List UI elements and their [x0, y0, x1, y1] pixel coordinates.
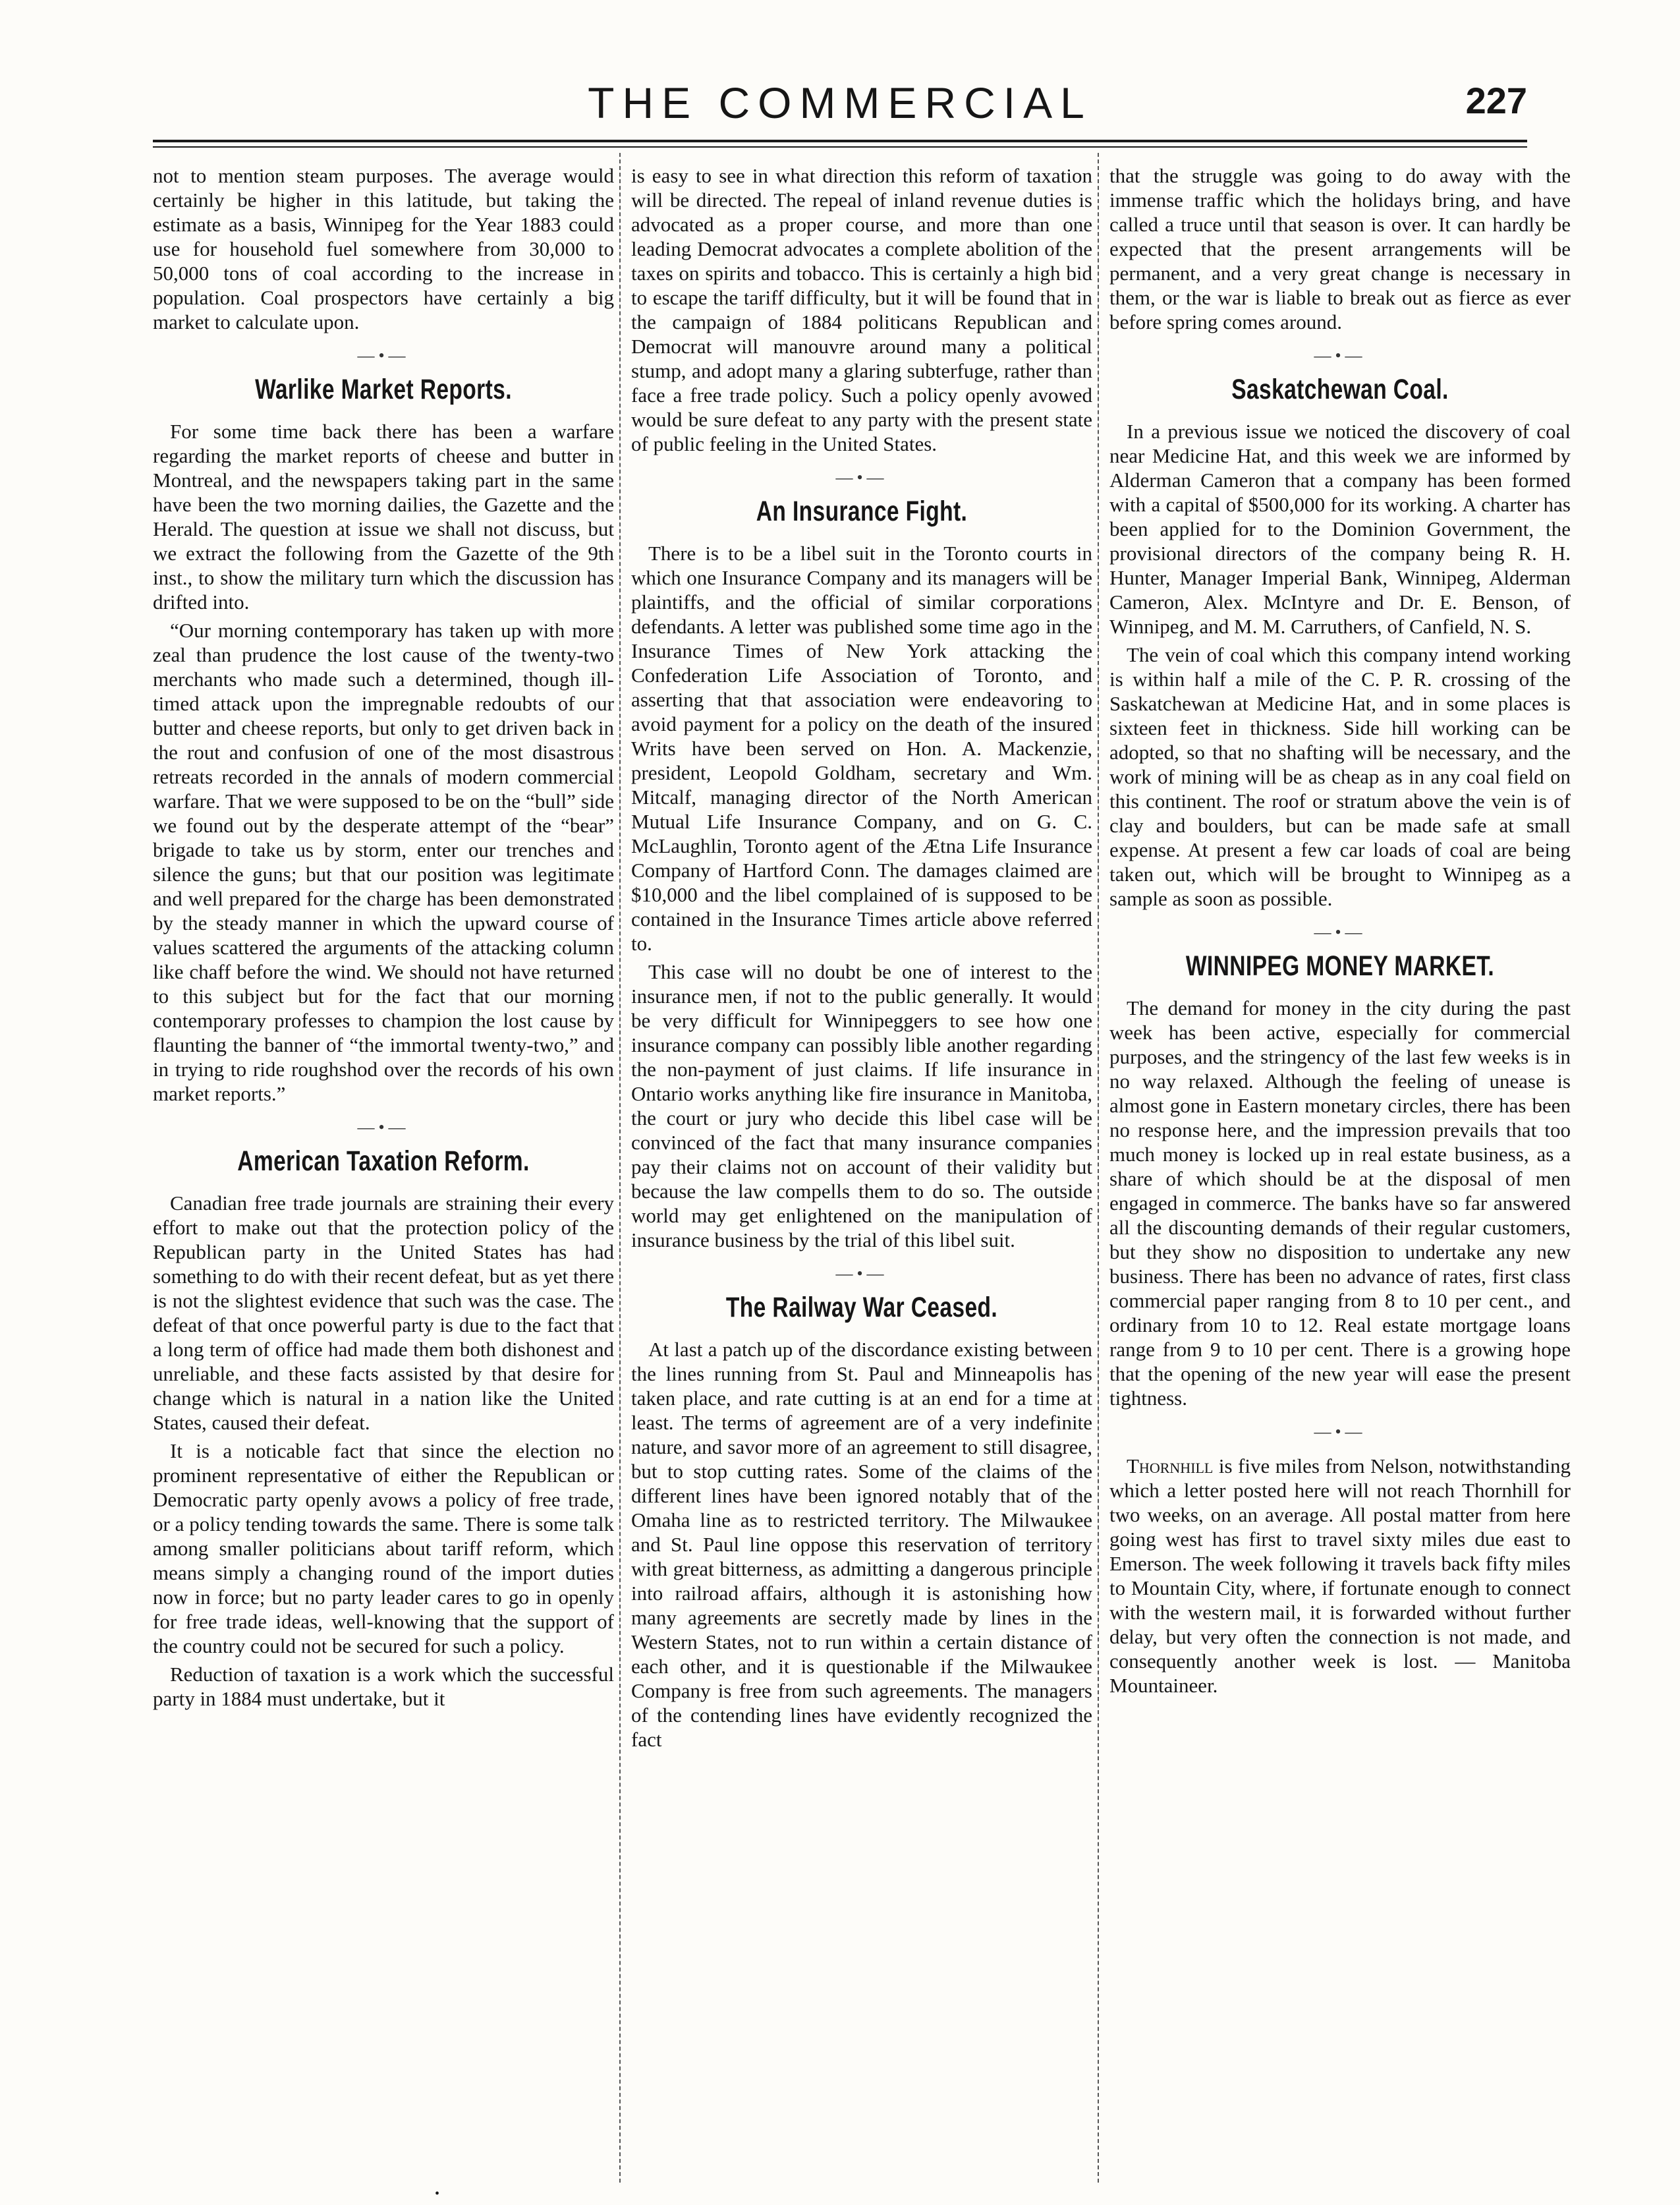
- newspaper-title: THE COMMERCIAL: [588, 78, 1092, 127]
- article-heading-american-taxation-reform: American Taxation Reform.: [237, 1145, 530, 1177]
- article-heading-an-insurance-fight: An Insurance Fight.: [756, 496, 968, 527]
- article-heading-warlike-market-reports: Warlike Market Reports.: [255, 374, 512, 405]
- column-divider: [1098, 153, 1099, 2183]
- article-heading-winnipeg-money-market: WINNIPEG MONEY MARKET.: [1185, 950, 1495, 982]
- section-ornament: —•—: [1314, 1422, 1366, 1441]
- section-ornament: —•—: [357, 1118, 410, 1137]
- thornhill-text: is five miles from Nelson, notwithstanding which a letter posted here will not reach Thornhill for two weeks, on an average. All postal matter from here going west has first to travel sixty miles due east to Emerson. The week following it travels back fifty miles to Mountain City, where, if fortunate enough to connect with the western mail, it is forwarded without further delay, but very often the connection is not made, and consequently another week is lost. — Manitoba Mountaineer.: [1109, 1454, 1571, 1697]
- section-ornament: —•—: [1314, 923, 1366, 942]
- article-paragraph: In a previous issue we noticed the discovery of coal near Medicine Hat, and this week we are informed by Alderman Cameron that a company has been formed with a capital of $500,000 for its working. A charter has been applied for to the Dominion Government, the provisional directors of the company being R. H. Hunter, Manager Imperial Bank, Winnipeg, Alderman Cameron, Alex. McIntyre and Dr. E. Benson, of Winnipeg, and M. M. Carruthers, of Canfield, N. S.: [1109, 420, 1571, 638]
- article-paragraph: There is to be a libel suit in the Toronto courts in which one Insurance Company and its managers will be plaintiffs, and the official of similar corporations defendants. A letter was published some time ago in the Insurance Times of New York attacking the Confederation Life Association of Toronto, and asserting that that association were endeavoring to avoid payment for a policy on the death of the insured Writs have been served on Hon. A. Mackenzie, president, Leopold Goldham, secretary and Wm. Mitcalf, managing director of the North American Mutual Life Insurance Company, and on G. C. McLaughlin, Toronto agent of the Ætna Life Insurance Company of Hartford Conn. The damages claimed are $10,000 and the libel complained of is supposed to be contained in the Insurance Times article above referred to.: [631, 542, 1092, 955]
- article-paragraph: At last a patch up of the discordance existing between the lines running from St. Paul and Minneapolis has taken place, and rate cutting is at an end for a time at least. The terms of agreement are of a very indefinite nature, and savor more of an agreement to still disagree, but to stop cutting rates. Some of the claims of the different lines have been ignored notably that of the Omaha line as to restricted territory. The Milwaukee and St. Paul line oppose this reservation of territory with great bitterness, as admitting a dangerous principle into railroad affairs, although it is astonishing how many agreements are secretly made by lines in the Western States, not to run within a certain distance of each other, and it is questionable if the Milwaukee Company is free from such agreements. The managers of the contending lines have evidently recognized the fact: [631, 1338, 1092, 1751]
- article-quote: “Our morning contemporary has taken up with more zeal than prudence the lost cause of the twenty-two merchants who made such a determined, though ill-timed attack upon the impregnable redoubts of our butter and cheese reports, but only to get driven back in the rout and confusion of one of the most disastrous retreats recorded in the annals of modern commercial warfare. That we were supposed to be on the “bull” side we found out by the desperate attempt of the “bear” brigade to take us by storm, enter our trenches and silence the guns; but that our position was legitimate and well prepared for the charge has been demonstrated by the steady manner in which the upward course of values scattered the arguments of the attacking column like chaff before the wind. We should not have returned to this subject but for the fact that our morning contemporary professes to champion the lost cause by flaunting the banner of “the immortal twenty-two,” and in trying to ride roughshod over the records of his own market reports.”: [153, 619, 614, 1105]
- taxation-continuation: is easy to see in what direction this reform of taxation will be directed. The repeal of inland revenue duties is advocated as a proper course, and more than one leading Democrat advocates a complete abolition of the taxes on spirits and tobacco. This is certainly a high bid to escape the tariff difficulty, but it will be found that in the campaign of 1884 politicans Republican and Democrat will manouvre around many a political stump, and adopt many a glaring subterfuge, rather than face a free trade policy. Such a policy openly avowed would be sure defeat to any party with the present state of public feeling in the United States.: [631, 164, 1092, 455]
- section-ornament: —•—: [835, 1264, 888, 1283]
- article-paragraph: This case will no doubt be one of interest to the insurance men, if not to the public generally. It would be very difficult for Winnipeggers to see how one insurance company can possibly lible another regarding the non-payment of just claims. If life insurance in Ontario works anything like fire insurance in Manitoba, the court or jury who decide this libel case will be convinced of the fact that many insurance companies pay their claims not on account of their validity but because the law compells them to do so. The outside world may get enlightened on the manipulation of insurance business by the trial of this libel suit.: [631, 960, 1092, 1251]
- article-paragraph: The vein of coal which this company intend working is within half a mile of the C. P. R. crossing of the Saskatchewan at Medicine Hat, and in some places is sixteen feet in thickness. Side hill working can be adopted, so that no shafting will be necessary, and the work of mining will be as cheap as in any coal field on this continent. The roof or stratum above the vein is of clay and boulders, but can be made safe at small expense. At present a few car loads of coal are being taken out, which will be brought to Winnipeg as a sample as soon as possible.: [1109, 643, 1571, 910]
- section-ornament: —•—: [357, 346, 410, 365]
- thornhill-lead-word: Thornhill: [1127, 1454, 1214, 1477]
- article-heading-saskatchewan-coal: Saskatchewan Coal.: [1231, 374, 1449, 405]
- coal-market-continuation: not to mention steam purposes. The average would certainly be higher in this latitude, but taking the estimate as a basis, Winnipeg for the Year 1883 could use for household fuel somewhere from 30,000 to 50,000 tons of coal according to the increase in population. Coal prospectors have certainly a big market to calculate upon.: [153, 164, 614, 333]
- column-3: [1109, 163, 1571, 2180]
- thornhill-paragraph: [1109, 1454, 1571, 1698]
- article-paragraph: Reduction of taxation is a work which the successful party in 1884 must undertake, but it: [153, 1663, 614, 1710]
- article-paragraph: It is a noticable fact that since the election no prominent representative of either the Republican or Democratic party openly avows a policy of free trade, or a policy tending towards the same. There is some talk among smaller politicians about tariff reform, which means simply a changing round of the import duties now in force; but no party leader cares to go in openly for free trade ideas, well-knowing that the support of the country could not be secured for such a policy.: [153, 1439, 614, 1657]
- header-rule-thin: [153, 146, 1527, 148]
- article-heading-railway-war-ceased: The Railway War Ceased.: [725, 1292, 998, 1323]
- section-ornament: —•—: [835, 468, 888, 487]
- print-speck: •: [435, 2187, 440, 2201]
- column-2: [631, 163, 1092, 2180]
- article-paragraph: For some time back there has been a warfare regarding the market reports of cheese and butter in Montreal, and the newspapers taking part in the same have been the two morning dailies, the Gazette and the Herald. The question at issue we shall not discuss, but we extract the following from the Gazette of the 9th inst., to show the military turn which the discussion has drifted into.: [153, 420, 614, 614]
- header-rule-thick: [153, 140, 1527, 142]
- column-divider: [619, 153, 621, 2183]
- page-number: 227: [1465, 80, 1527, 121]
- column-1: [153, 163, 614, 2180]
- article-paragraph: Canadian free trade journals are straining their every effort to make out that the protection policy of the Republican party in the United States has had something to do with their recent defeat, but as yet there is not the slightest evidence that such was the case. The defeat of that once powerful party is due to the fact that a long term of office had made them both dishonest and unreliable, and these facts assisted by that desire for change which is natural in a nation like the United States, caused their defeat.: [153, 1191, 614, 1434]
- railway-continuation: that the struggle was going to do away with the immense traffic which the holidays bring, and have called a truce until that season is over. It can hardly be expected that the present arrangements will be permanent, and a very great change is necessary in them, or the war is liable to break out as fierce as ever before spring comes around.: [1109, 164, 1571, 333]
- section-ornament: —•—: [1314, 346, 1366, 365]
- article-paragraph: The demand for money in the city during the past week has been active, especially for commercial purposes, and the stringency of the last few weeks is in no way relaxed. Although the feeling of unease is almost gone in Eastern monetary circles, there has been no response here, and the impression prevails that too much money is locked up in real estate business, as a share of which should be at the disposal of men engaged in commerce. The banks have so far answered all the discounting demands of their regular customers, but they show no disposition to undertake any new business. There has been no advance of rates, first class commercial paper ranging from 8 to 10 per cent., and ordinary from 10 to 12. Real estate mortgage loans range from 9 to 10 per cent. There is a growing hope that the opening of the new year will ease the present tightness.: [1109, 996, 1571, 1410]
- masthead: [153, 78, 1527, 144]
